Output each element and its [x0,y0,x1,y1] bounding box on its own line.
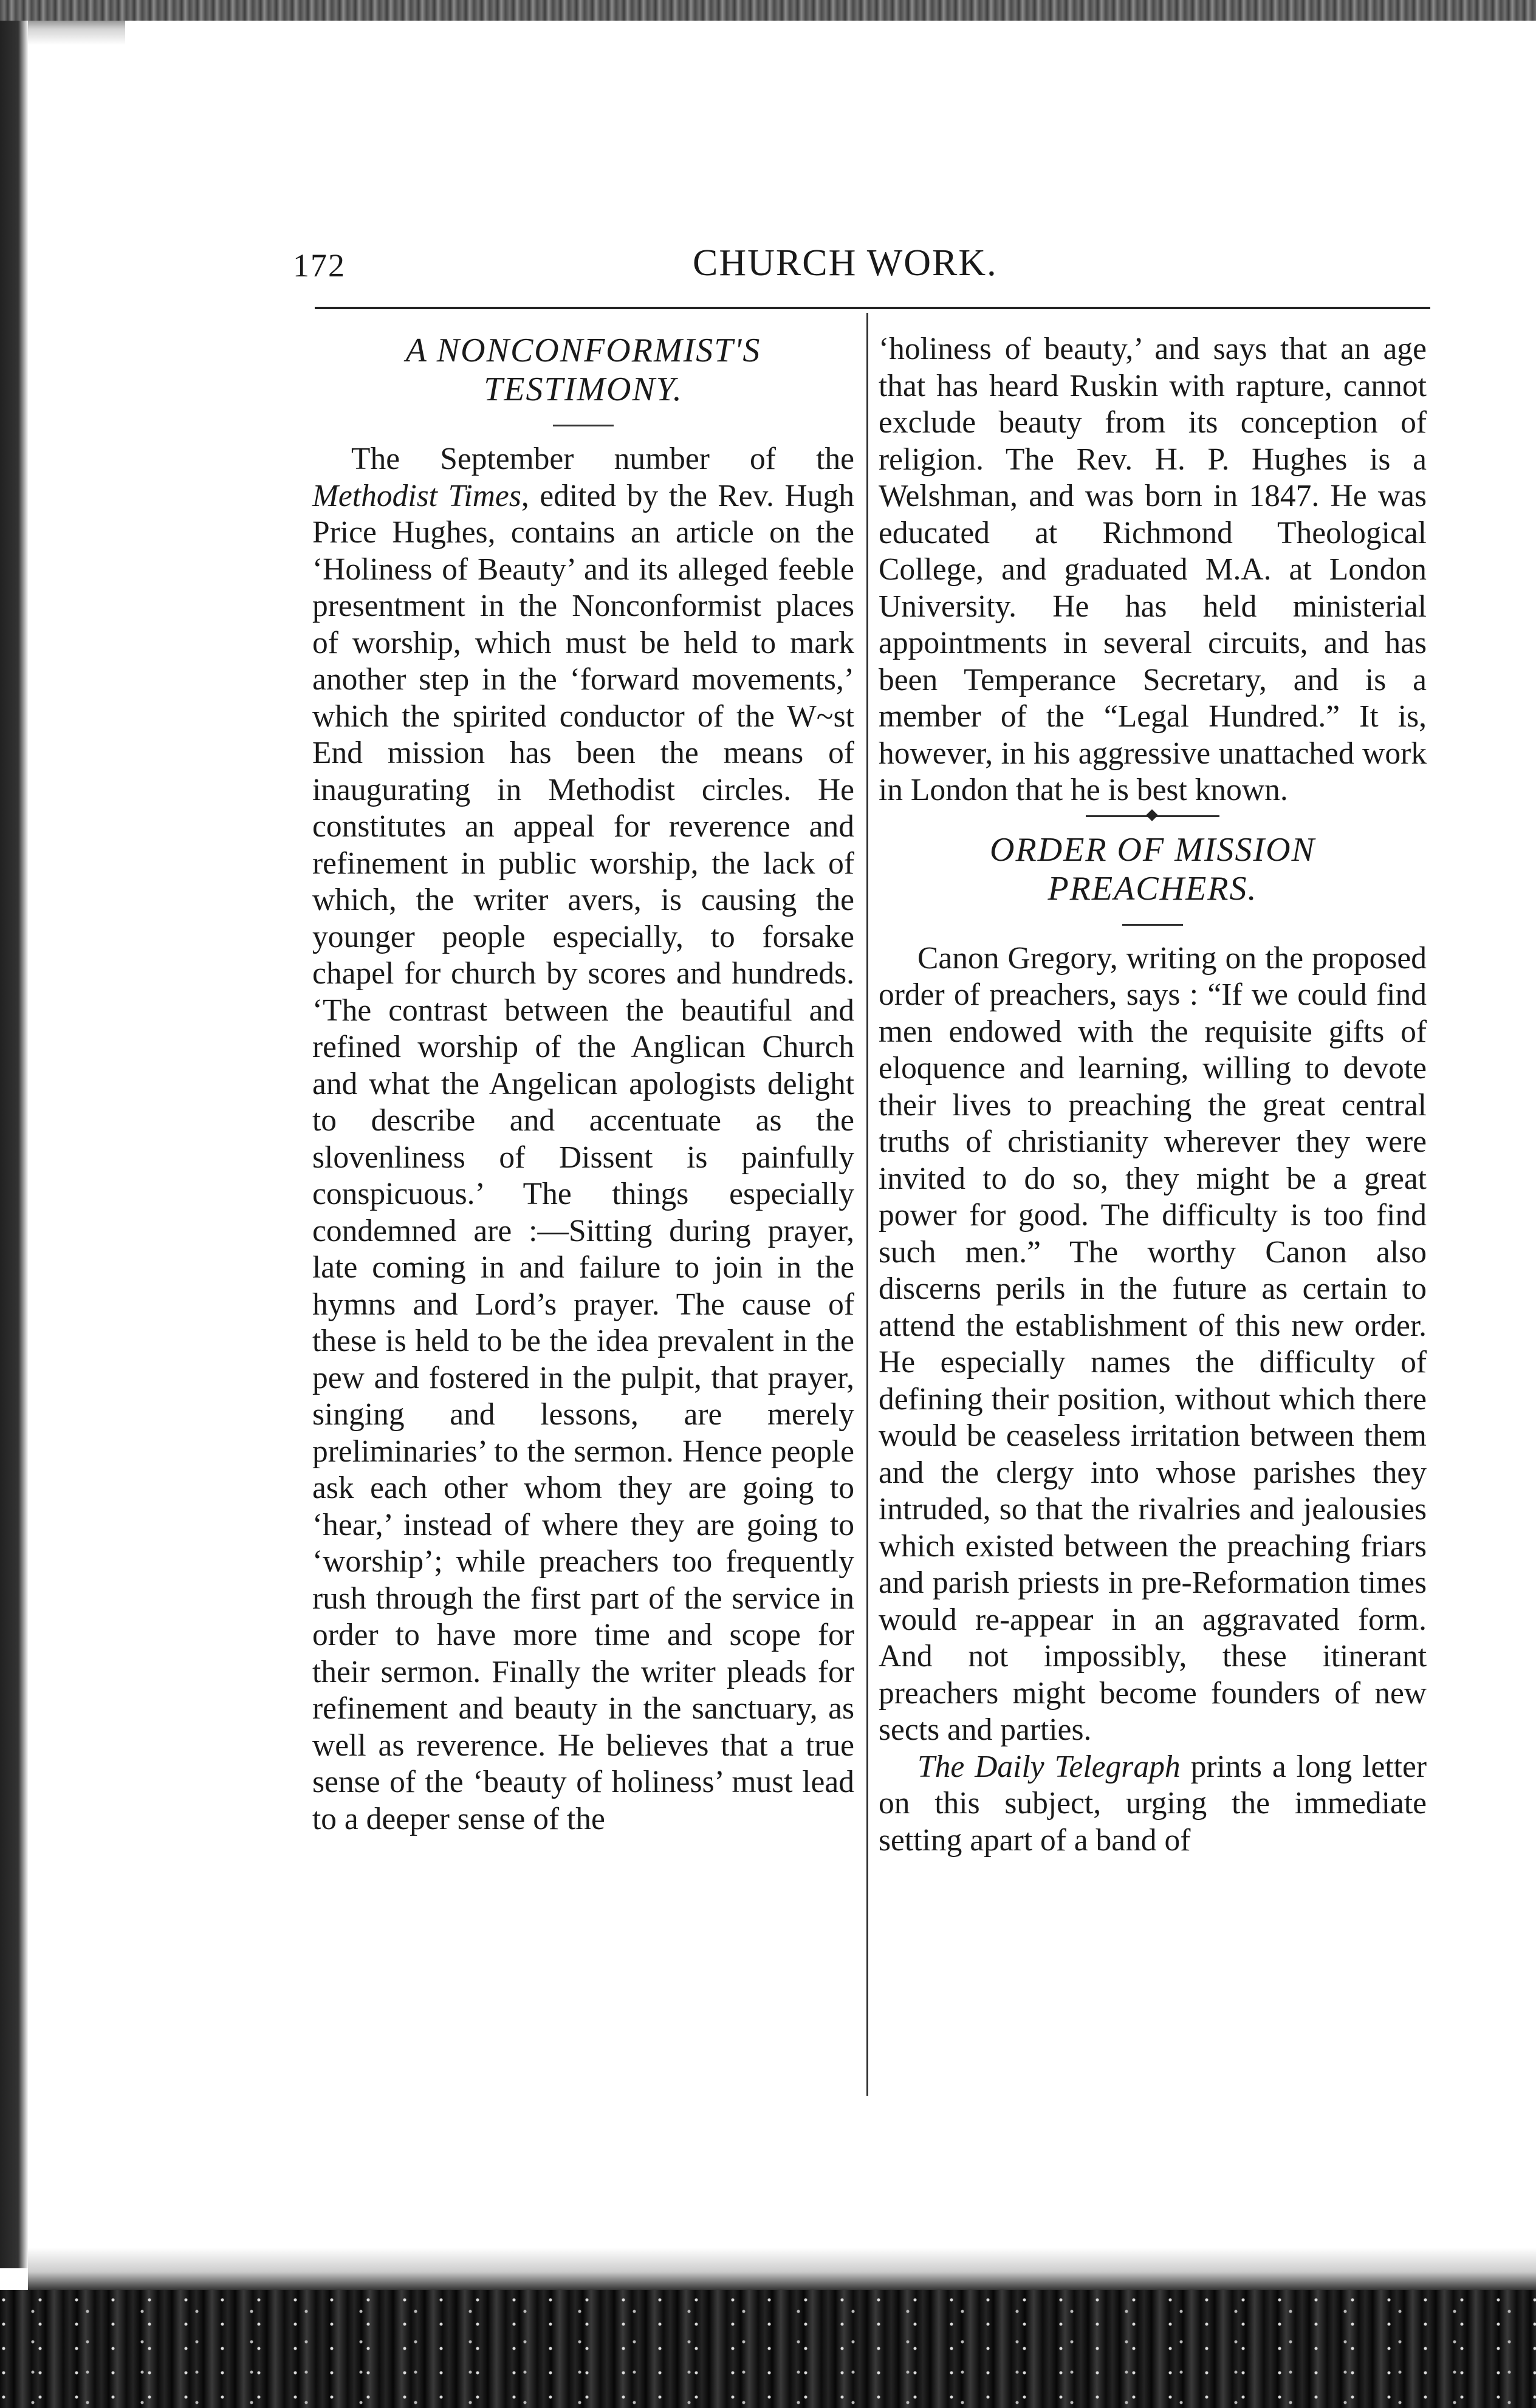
article-title-line: A NONCONFORMIST'S [405,332,761,369]
paragraph-text: The September number of the [351,442,854,476]
scan-shadow-bottom [28,2248,1536,2290]
article-title-line: ORDER OF MISSION [990,830,1315,869]
scan-edge-left [0,21,28,2268]
left-column [312,331,854,1838]
page-number: 172 [293,247,346,284]
article-paragraph [879,1749,1427,1859]
article-paragraph: Canon Gregory, writing on the proposed order of preachers, says : “If we could find men endowed with the requisite gifts of eloquence and learning, willing to devote their lives to preaching the great central truths of christianity wherever they were invited to do so, they might be a great power for good. The difficulty is too find such men.” The worthy Canon also discerns perils in the future as certain to attend the establishment of this new order. He especially names the difficulty of defining their position, without which there would be ceaseless irritation between them and the clergy into whose parishes they intruded, so that the rivalries and jealousies which existed between the preaching friars and parish priests in pre-Reformation times would re-appear in an aggravated form. And not impossibly, these itinerant preachers might become founders of new sects and parties. [879,940,1427,1747]
paragraph-text: , edited by the Rev. Hugh Price Hughes, contains an article on the ‘Holiness of Beauty’ and its alleged feeble presentment in the Nonconformist places of worship, which must be held to mark another step in the ‘forward movements,’ which the spirited conductor of the W~st End mission has been the means of inaugurating in Methodist circles. He constitutes an appeal for reverence and refinement in public worship, the lack of which, the writer avers, is causing the younger people especially, to forsake chapel for church by scores and hundreds. ‘The contrast between the beautiful and refined worship of the Anglican Church and what the Angelican apologists delight to describe and accentuate as the slovenliness of Dissent is painfully conspicuous.’ The things especially condemned are :—Sitting during prayer, late coming in and failure to join in the hymns and Lord’s prayer. The cause of these is held to be the idea prevalent in the pew and fostered in the pulpit, that prayer, singing and lessons, are merely preliminaries’ to the sermon. Hence people ask each other whom they are going to ‘hear,’ instead of where they are going to ‘worship’; while preachers too frequently rush through the first part of the service in order to have more time and scope for their sermon. Finally the writer pleads for refinement and beauty in the sanctuary, as well as reverence. He believes that a true sense of the ‘beauty of holiness’ must lead to a deeper sense of the [312,478,854,1836]
publication-name: The Daily Telegraph [917,1749,1181,1784]
article-paragraph [312,441,854,1838]
article-title-line: TESTIMONY. [484,371,683,408]
header-rule [315,307,1430,309]
article-paragraph-continued: ‘holiness of beauty,’ and says that an age that has heard Ruskin with rapture, cannot exclude beauty from its conception of religion. The Rev. H. P. Hughes is a Welshman, and was born in 1847. He was educated at Richmond Theological College, and graduated M.A. at London University. He has held ministerial appointments in several circuits, and has been Temperance Secretary, and is a member of the “Legal Hundred.” It is, however, in his aggressive unattached work in London that he is best known. [879,332,1427,807]
paragraph-text: prints a long letter on this subject, urging the immediate setting apart of a band of [879,1749,1427,1858]
right-column [879,331,1427,1859]
title-rule [1122,924,1183,926]
section-divider [1086,815,1219,817]
article-title-line: PREACHERS. [1047,869,1258,908]
publication-name: Methodist Times [312,478,521,513]
diamond-ornament-icon [1146,809,1158,821]
article-title [879,830,1427,908]
running-head: CHURCH WORK. [693,242,998,284]
scan-edge-top [0,0,1536,21]
title-rule [553,425,614,426]
article-title [312,331,854,409]
scan-edge-bottom [0,2290,1536,2408]
scan-shadow [28,21,125,87]
column-divider [866,313,868,2096]
